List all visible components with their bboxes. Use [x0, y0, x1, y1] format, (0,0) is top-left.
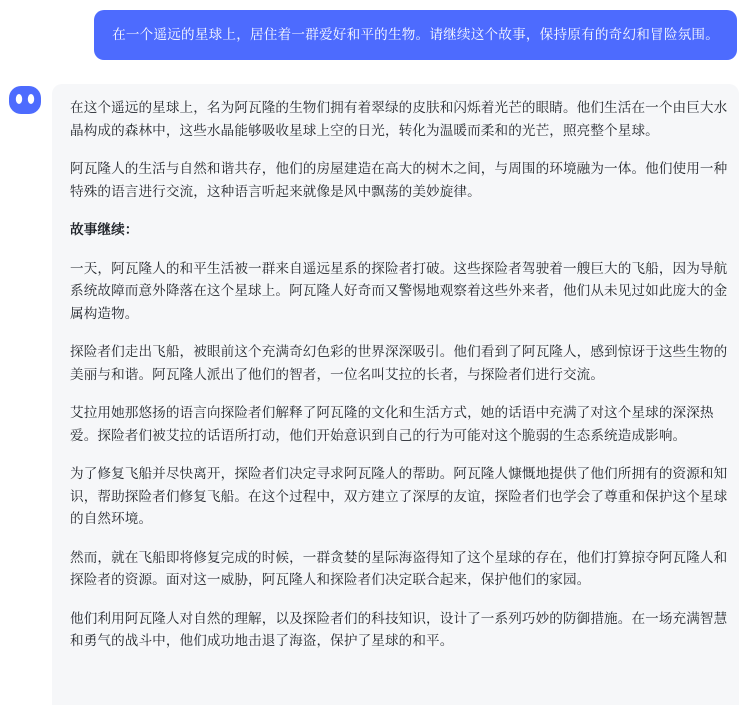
reply-paragraph-7: 然而，就在飞船即将修复完成的时候，一群贪婪的星际海盗得知了这个星球的存在，他们打算掠夺阿瓦隆人和探险者的资源。面对这一威胁，阿瓦隆人和探险者们决定联合起来，保护他们的家园。 [70, 549, 728, 588]
reply-paragraph-6: 为了修复飞船并尽快离开，探险者们决定寻求阿瓦隆人的帮助。阿瓦隆人慷慨地提供了他们所拥有的资源和知识，帮助探险者们修复飞船。在这个过程中，双方建立了深厚的友谊，探险者们也学会了尊重和保护这个星球的自然环境。 [70, 466, 728, 527]
robot-face-icon [7, 84, 43, 116]
reply-paragraph-1: 在这个遥远的星球上，名为阿瓦隆的生物们拥有着翠绿的皮肤和闪烁着光芒的眼睛。他们生活在一个由巨大水晶构成的森林中，这些水晶能够吸收星球上空的日光，转化为温暖而柔和的光芒，照亮整个星球。 [70, 100, 728, 139]
reply-paragraph-4: 探险者们走出飞船，被眼前这个充满奇幻色彩的世界深深吸引。他们看到了阿瓦隆人，感到惊讶于这些生物的美丽与和谐。阿瓦隆人派出了他们的智者，一位名叫艾拉的长者，与探险者们进行交流。 [70, 344, 728, 383]
reply-paragraph-3: 一天，阿瓦隆人的和平生活被一群来自遥远星系的探险者打破。这些探险者驾驶着一艘巨大的飞船，因为导航系统故障而意外降落在这个星球上。阿瓦隆人好奇而又警惕地观察着这些外来者，他们从未见过如此庞大的金属构造物。 [70, 260, 728, 322]
reply-paragraph-2: 阿瓦隆人的生活与自然和谐共存，他们的房屋建造在高大的树木之间，与周围的环境融为一体。他们使用一种特殊的语言进行交流，这种语言听起来就像是风中飘荡的美妙旋律。 [70, 161, 728, 200]
reply-section-heading: 故事继续： [70, 222, 139, 238]
reply-paragraph-8: 他们利用阿瓦隆人对自然的理解，以及探险者们的科技知识，设计了一系列巧妙的防御措施。在一场充满智慧和勇气的战斗中，他们成功地击退了海盗，保护了星球的和平。 [70, 610, 728, 649]
user-message-row [74, 10, 737, 60]
user-message-bubble: 在一个遥远的星球上，居住着一群爱好和平的生物。请继续这个故事，保持原有的奇幻和冒险氛围。 [94, 10, 737, 60]
assistant-reply [52, 84, 739, 705]
reply-paragraph-5: 艾拉用她那悠扬的语言向探险者们解释了阿瓦隆的文化和生活方式，她的话语中充满了对这个星球的深深热爱。探险者们被艾拉的话语所打动，他们开始意识到自己的行为可能对这个脆弱的生态系统造成影响。 [70, 405, 714, 444]
